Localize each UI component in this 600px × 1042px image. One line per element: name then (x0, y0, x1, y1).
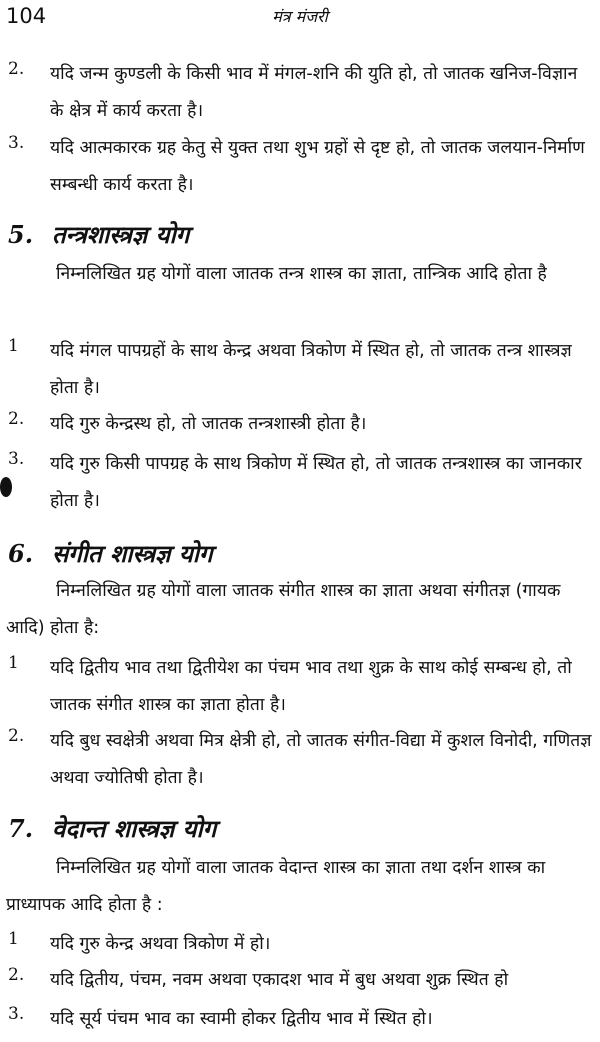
margin-mark (0, 477, 12, 497)
running-title: मंत्र मंजरी (272, 7, 328, 26)
item-text: यदि मंगल पापग्रहों के साथ केन्द्र अथवा त्रिकोण में स्थित हो, तो जातक तन्त्र शास्त्रज्ञ होता है। (50, 341, 572, 398)
section-number: 5. (8, 220, 34, 249)
item-text: यदि गुरु किसी पापग्रह के साथ त्रिकोण में स्थित हो, तो जातक तन्त्रशास्त्र का जानकार होता है। (50, 454, 582, 511)
item-number: 1 (8, 929, 19, 949)
item-number: 2. (8, 965, 25, 985)
section-title: वेदान्त शास्त्रज्ञ योग (52, 814, 217, 843)
item-text: यदि गुरु केन्द्रस्थ हो, तो जातक तन्त्रशास्त्री होता है। (50, 414, 367, 434)
section-heading (8, 812, 593, 845)
page-header (0, 0, 600, 32)
item-text: यदि द्वितीय भाव तथा द्वितीयेश का पंचम भाव तथा शुक्र के साथ कोई सम्बन्ध हो, तो जातक संगीत शास्त्र का ज्ञाता होता है। (50, 658, 572, 715)
item-text: यदि सूर्य पंचम भाव का स्वामी होकर द्वितीय भाव में स्थित हो। (50, 1009, 433, 1029)
item-number: 2. (8, 59, 25, 79)
section-intro: निम्नलिखित ग्रह योगों वाला जातक संगीत शास्त्र का ज्ञाता अथवा संगीतज्ञ (गायक आदि) होता है: (6, 581, 561, 638)
item-number: 2. (8, 726, 25, 746)
item-number: 1 (8, 653, 19, 673)
item-number: 2. (8, 409, 25, 429)
section-number: 6. (8, 539, 34, 568)
section-title: संगीत शास्त्रज्ञ योग (52, 539, 213, 568)
section-intro: निम्नलिखित ग्रह योगों वाला जातक तन्त्र शास्त्र का ज्ञाता, तान्त्रिक आदि होता है (56, 264, 547, 284)
section-heading (8, 218, 593, 251)
section-intro: निम्नलिखित ग्रह योगों वाला जातक वेदान्त शास्त्र का ज्ञाता तथा दर्शन शास्त्र का प्राध्यापक आदि होता है : (6, 858, 546, 915)
section-heading (8, 537, 593, 570)
item-number: 3. (8, 133, 25, 153)
item-text: यदि जन्म कुण्डली के किसी भाव में मंगल-शनि की युति हो, तो जातक खनिज-विज्ञान के क्षेत्र में कार्य करता है। (50, 64, 578, 121)
item-text: यदि बुध स्वक्षेत्री अथवा मित्र क्षेत्री हो, तो जातक संगीत-विद्या में कुशल विनोदी, गणितज्ञ अथवा ज्योतिषी होता है। (50, 731, 592, 788)
item-number: 3. (8, 449, 25, 469)
item-number: 1 (8, 336, 19, 356)
item-text: यदि आत्मकारक ग्रह केतु से युक्त तथा शुभ ग्रहों से दृष्ट हो, तो जातक जलयान-निर्माण सम्बन्धी कार्य करता है। (50, 138, 585, 195)
item-number: 3. (8, 1004, 25, 1024)
item-text: यदि द्वितीय, पंचम, नवम अथवा एकादश भाव में बुध अथवा शुक्र स्थित हो (50, 970, 509, 990)
section-title: तन्त्रशास्त्रज्ञ योग (52, 220, 190, 249)
page-number: 104 (6, 4, 47, 28)
item-text: यदि गुरु केन्द्र अथवा त्रिकोण में हो। (50, 934, 271, 954)
section-number: 7. (8, 814, 34, 843)
